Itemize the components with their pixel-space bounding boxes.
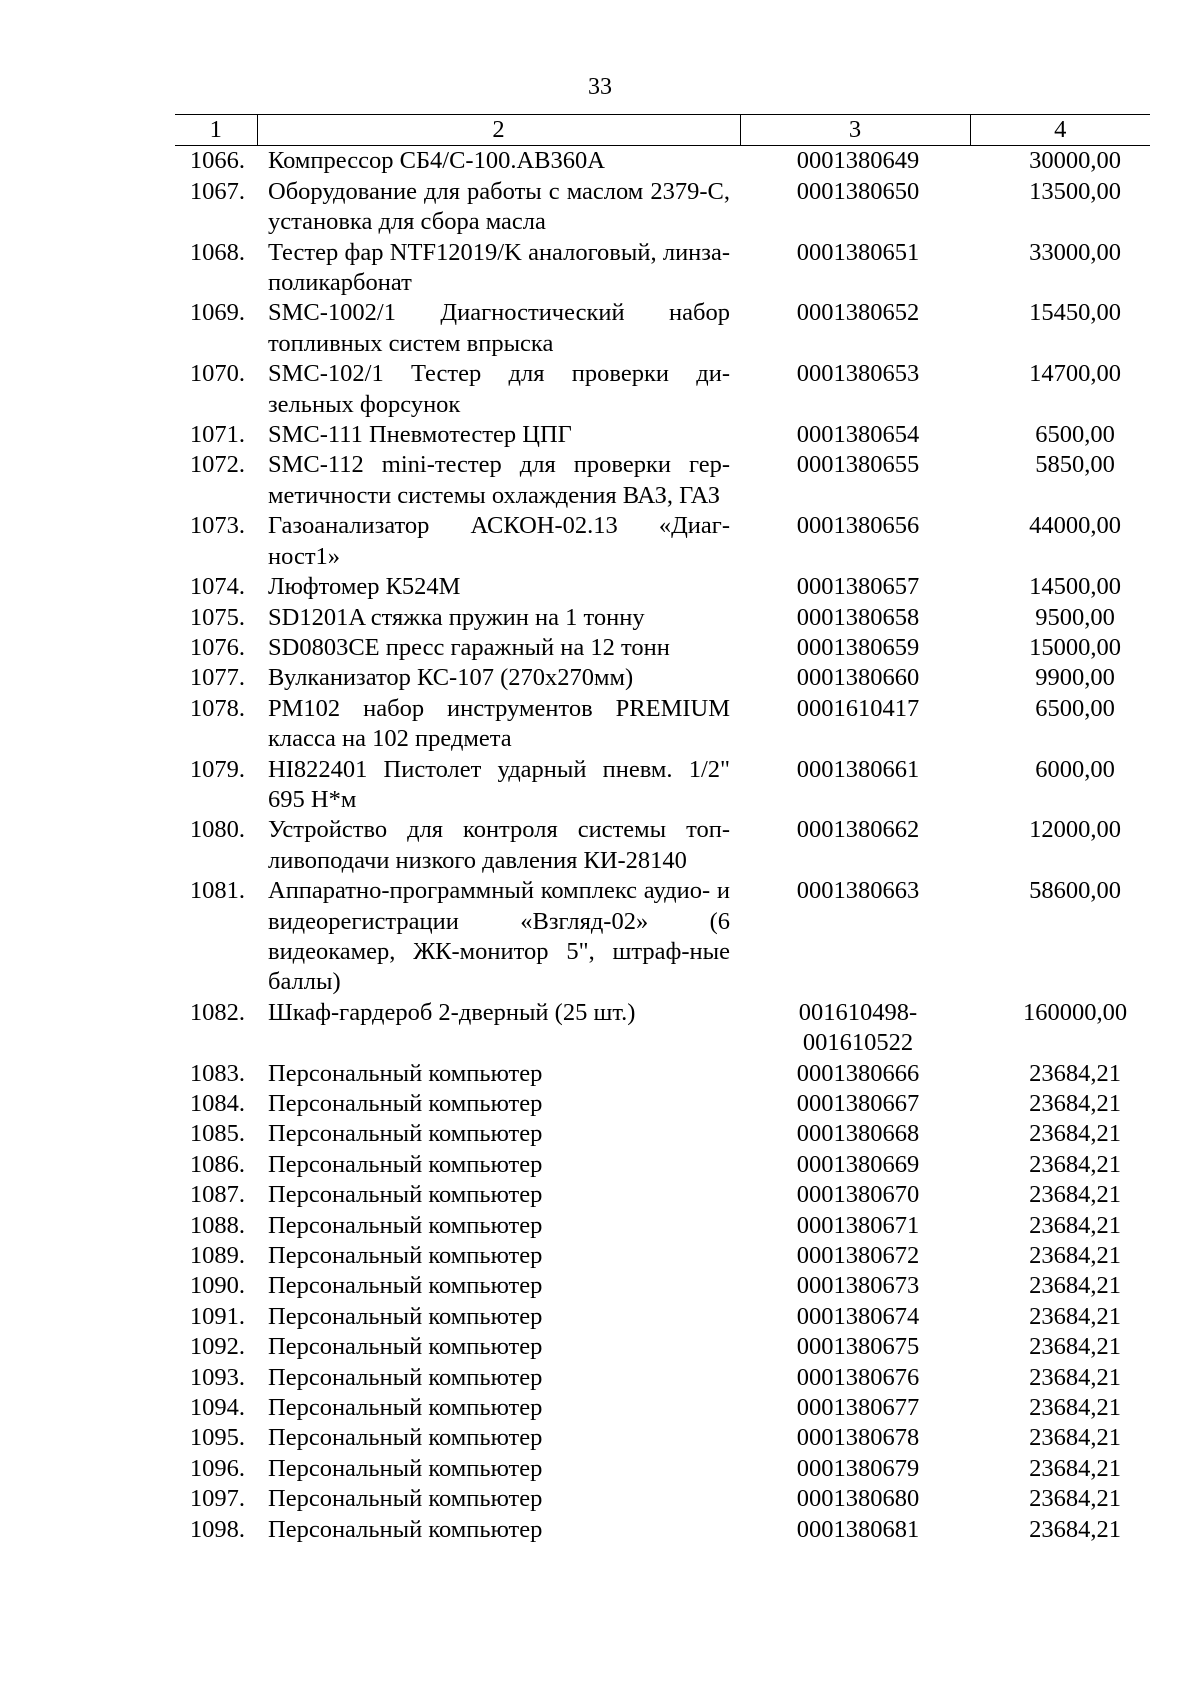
item-number: 1069. <box>189 299 245 327</box>
table-row <box>175 1423 1150 1453</box>
item-name: Персональный компьютер <box>268 1454 543 1482</box>
item-name: Персональный компьютер <box>268 1090 543 1117</box>
table-row <box>175 1302 1150 1332</box>
item-number: 1092. <box>189 1333 245 1361</box>
item-cost: 12000,00 <box>1029 816 1121 844</box>
item-number: 1078. <box>189 694 245 722</box>
column-header-1: 1 <box>175 115 257 146</box>
item-number: 1093. <box>189 1363 245 1391</box>
table-row <box>175 177 1150 238</box>
item-cost: 9900,00 <box>1035 664 1115 692</box>
item-cost: 30000,00 <box>1029 147 1121 175</box>
item-cost: 58600,00 <box>1029 877 1121 905</box>
item-number: 1085. <box>189 1120 245 1148</box>
item-cost: 23684,21 <box>1029 1515 1121 1543</box>
item-number: 1088. <box>189 1211 245 1239</box>
item-name: PM102 набор инструментов PREMIUM класса на 102 предмета <box>268 694 730 753</box>
item-name: SMC-112 mini-тестер для проверки гер-метичности системы охлаждения ВАЗ, ГАЗ <box>268 451 730 509</box>
table-row <box>175 298 1150 359</box>
item-name: Газоанализатор АСКОН-02.13 «Диаг-ност1» <box>268 512 730 570</box>
inventory-code: 0001380669 <box>796 1150 920 1178</box>
item-number: 1083. <box>189 1059 245 1087</box>
table-row <box>175 146 1150 177</box>
item-cost: 23684,21 <box>1029 1333 1121 1361</box>
item-number: 1086. <box>189 1150 245 1178</box>
item-name: Шкаф-гардероб 2-дверный (25 шт.) <box>268 998 636 1026</box>
inventory-code: 0001380656 <box>796 512 920 540</box>
item-number: 1091. <box>189 1302 245 1330</box>
item-name: SMC-111 Пневмотестер ЦПГ <box>268 421 572 449</box>
inventory-code: 0001380663 <box>796 877 920 905</box>
inventory-code: 0001380676 <box>796 1363 920 1391</box>
inventory-code: 0001380671 <box>796 1211 920 1239</box>
table-row <box>175 572 1150 602</box>
inventory-code: 0001380667 <box>796 1090 920 1117</box>
inventory-code: 0001380674 <box>796 1302 920 1330</box>
item-cost: 23684,21 <box>1029 1150 1121 1178</box>
item-cost: 15000,00 <box>1029 633 1121 661</box>
item-cost: 23684,21 <box>1029 1272 1121 1300</box>
table-row <box>175 420 1150 450</box>
item-name: Персональный компьютер <box>268 1181 543 1209</box>
table-row <box>175 359 1150 420</box>
item-cost: 5850,00 <box>1035 451 1115 479</box>
table-row <box>175 1089 1150 1119</box>
inventory-code: 0001380658 <box>796 603 920 631</box>
item-cost: 44000,00 <box>1029 512 1121 540</box>
item-name: Персональный компьютер <box>268 1515 543 1543</box>
table-row <box>175 633 1150 663</box>
inventory-code: 0001380657 <box>796 573 920 601</box>
item-cost: 6000,00 <box>1035 755 1115 783</box>
table-row <box>175 1059 1150 1089</box>
item-cost: 23684,21 <box>1029 1059 1121 1087</box>
inventory-table <box>175 114 1150 1545</box>
item-number: 1089. <box>189 1242 245 1270</box>
table-row <box>175 755 1150 816</box>
item-name: Персональный компьютер <box>268 1150 543 1178</box>
item-name: Люфтомер К524М <box>268 573 461 601</box>
table-row <box>175 1150 1150 1180</box>
table-row <box>175 511 1150 572</box>
item-number: 1097. <box>189 1485 245 1513</box>
table-row <box>175 876 1150 998</box>
item-cost: 23684,21 <box>1029 1090 1121 1117</box>
table-row <box>175 1363 1150 1393</box>
item-name: Персональный компьютер <box>268 1302 543 1330</box>
item-cost: 6500,00 <box>1035 694 1115 722</box>
item-name: Тестер фар NTF12019/K аналоговый, линза-поликарбонат <box>268 238 730 297</box>
item-number: 1082. <box>189 998 245 1026</box>
item-name: Вулканизатор КС-107 (270х270мм) <box>268 664 634 692</box>
item-cost: 33000,00 <box>1029 238 1121 266</box>
item-number: 1070. <box>189 360 245 388</box>
item-name: Компрессор СБ4/С-100.АВ360А <box>268 147 605 175</box>
item-number: 1084. <box>189 1090 245 1117</box>
inventory-code: 0001380679 <box>796 1454 920 1482</box>
inventory-code: 0001380661 <box>796 755 920 783</box>
inventory-code: 0001380666 <box>796 1059 920 1087</box>
item-name: Персональный компьютер <box>268 1242 543 1270</box>
table-row <box>175 1180 1150 1210</box>
item-cost: 23684,21 <box>1029 1394 1121 1422</box>
item-cost: 23684,21 <box>1029 1242 1121 1270</box>
table-row <box>175 1332 1150 1362</box>
item-name: Оборудование для работы с маслом 2379-С, установка для сбора масла <box>268 177 730 236</box>
inventory-code: 0001380677 <box>796 1394 920 1422</box>
item-cost: 23684,21 <box>1029 1424 1121 1452</box>
item-cost: 14700,00 <box>1029 360 1121 388</box>
header-row <box>175 115 1150 146</box>
item-name: SMC-102/1 Тестер для проверки ди-зельных форсунок <box>268 360 730 418</box>
item-number: 1073. <box>189 512 245 540</box>
column-header-4: 4 <box>970 115 1150 146</box>
item-name: Персональный компьютер <box>268 1211 543 1239</box>
table-row <box>175 694 1150 755</box>
item-number: 1075. <box>189 603 245 631</box>
table-row <box>175 1393 1150 1423</box>
item-cost: 23684,21 <box>1029 1485 1121 1513</box>
item-number: 1095. <box>189 1424 245 1452</box>
page-number: 33 <box>588 74 612 100</box>
table-row <box>175 815 1150 876</box>
inventory-code: 0001380675 <box>796 1333 920 1361</box>
item-number: 1079. <box>189 755 245 783</box>
item-name: Персональный компьютер <box>268 1363 543 1391</box>
inventory-code: 0001380653 <box>796 360 920 388</box>
table-row <box>175 1241 1150 1271</box>
item-cost: 15450,00 <box>1029 299 1121 327</box>
inventory-code: 0001380672 <box>796 1242 920 1270</box>
table-body <box>175 146 1150 1545</box>
item-name: SMC-1002/1 Диагностический набор топливных систем впрыска <box>268 299 730 357</box>
table-row <box>175 238 1150 299</box>
inventory-code: 0001380652 <box>796 299 920 327</box>
item-cost: 23684,21 <box>1029 1363 1121 1391</box>
item-name: SD0803CE пресс гаражный на 12 тонн <box>268 633 670 661</box>
inventory-code: 0001380655 <box>796 451 920 479</box>
table-row <box>175 450 1150 511</box>
item-number: 1090. <box>189 1272 245 1300</box>
column-header-2: 2 <box>257 115 740 146</box>
item-name: Персональный компьютер <box>268 1424 543 1452</box>
item-cost: 23684,21 <box>1029 1181 1121 1209</box>
inventory-code: 0001380681 <box>796 1515 920 1543</box>
inventory-code: 0001380651 <box>796 238 920 266</box>
inventory-code: 0001380659 <box>796 633 920 661</box>
table-row <box>175 603 1150 633</box>
inventory-code: 0001380668 <box>796 1120 920 1148</box>
item-cost: 13500,00 <box>1029 177 1121 205</box>
item-cost: 14500,00 <box>1029 573 1121 601</box>
table-row <box>175 663 1150 693</box>
inventory-code: 0001380662 <box>796 816 920 844</box>
item-number: 1077. <box>189 664 245 692</box>
item-cost: 23684,21 <box>1029 1120 1121 1148</box>
item-cost: 9500,00 <box>1035 603 1115 631</box>
item-number: 1066. <box>189 147 245 175</box>
item-cost: 6500,00 <box>1035 421 1115 449</box>
item-number: 1074. <box>189 573 245 601</box>
item-cost: 23684,21 <box>1029 1211 1121 1239</box>
inventory-code: 0001380654 <box>796 421 920 449</box>
item-name: Персональный компьютер <box>268 1272 543 1300</box>
item-name: Персональный компьютер <box>268 1394 543 1422</box>
item-number: 1096. <box>189 1454 245 1482</box>
item-name: Персональный компьютер <box>268 1485 543 1513</box>
inventory-code: 0001610417 <box>796 694 920 722</box>
item-cost: 23684,21 <box>1029 1454 1121 1482</box>
item-number: 1067. <box>189 177 245 205</box>
inventory-code: 0001380673 <box>796 1272 920 1300</box>
table-header <box>175 115 1150 146</box>
inventory-code: 0001380650 <box>796 177 920 205</box>
item-cost: 160000,00 <box>1022 998 1128 1026</box>
item-number: 1094. <box>189 1394 245 1422</box>
table-row <box>175 1119 1150 1149</box>
inventory-code: 001610498-001610522 <box>798 998 918 1057</box>
table-row <box>175 1484 1150 1514</box>
item-number: 1081. <box>189 877 245 905</box>
item-name: Персональный компьютер <box>268 1333 543 1361</box>
item-name: Устройство для контроля системы топ-ливоподачи низкого давления КИ-28140 <box>268 816 730 874</box>
table-row <box>175 1515 1150 1545</box>
table-row <box>175 1211 1150 1241</box>
inventory-code: 0001380678 <box>796 1424 920 1452</box>
table-row <box>175 1454 1150 1484</box>
item-number: 1076. <box>189 633 245 661</box>
item-number: 1080. <box>189 816 245 844</box>
table-row <box>175 998 1150 1059</box>
inventory-code: 0001380670 <box>796 1181 920 1209</box>
item-name: SD1201A стяжка пружин на 1 тонну <box>268 603 645 631</box>
item-name: Персональный компьютер <box>268 1120 543 1148</box>
item-name: Персональный компьютер <box>268 1059 543 1087</box>
table-row <box>175 1271 1150 1301</box>
inventory-code: 0001380660 <box>796 664 920 692</box>
item-number: 1087. <box>189 1181 245 1209</box>
inventory-code: 0001380649 <box>796 147 920 175</box>
item-number: 1072. <box>189 451 245 479</box>
item-number: 1098. <box>189 1515 245 1543</box>
item-name: HI822401 Пистолет ударный пневм. 1/2" 695 Н*м <box>268 755 730 813</box>
item-number: 1068. <box>189 238 245 266</box>
column-header-3: 3 <box>740 115 970 146</box>
item-number: 1071. <box>189 421 245 449</box>
item-name: Аппаратно-программный комплекс аудио- и видеорегистрации «Взгляд-02» (6 видеокамер, ЖК-монитор 5", штраф-ные баллы) <box>268 877 730 996</box>
item-cost: 23684,21 <box>1029 1302 1121 1330</box>
inventory-code: 0001380680 <box>796 1485 920 1513</box>
